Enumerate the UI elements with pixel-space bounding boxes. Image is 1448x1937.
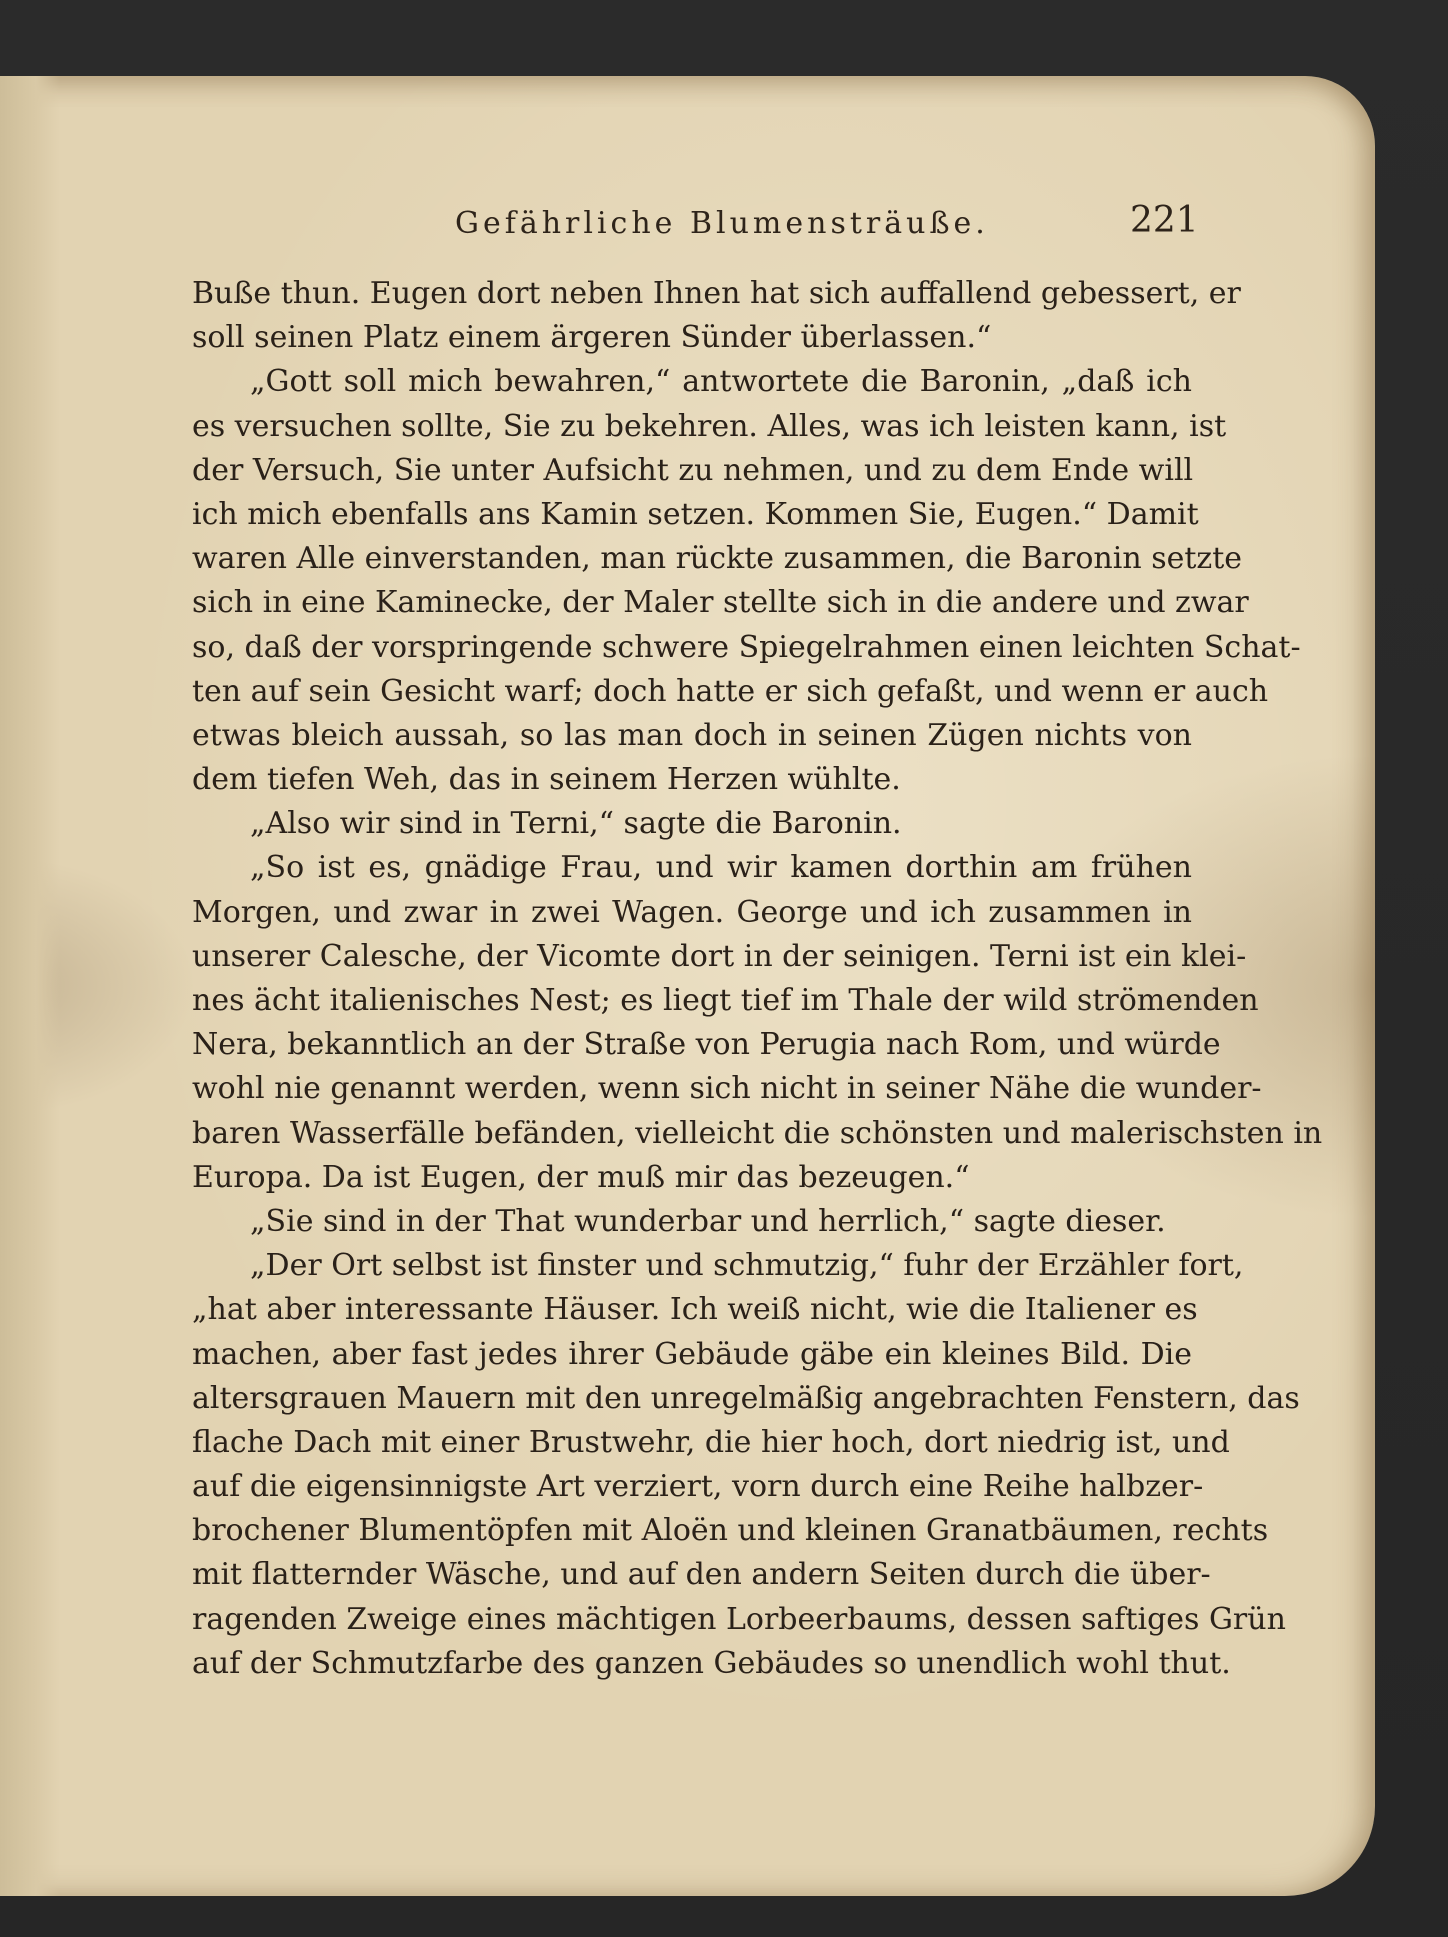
- text-line: „hat aber interessante Häuser. Ich weiß nicht, wie die Italiener es: [192, 1292, 1198, 1328]
- text-line: soll seinen Platz einem ärgeren Sünder überlassen.“: [192, 320, 992, 356]
- text-line: ragenden Zweige eines mächtigen Lorbeerbaums, dessen saftiges Grün: [192, 1601, 1286, 1637]
- text-line: „Der Ort selbst ist finster und schmutzig,“ fuhr der Erzähler fort,: [250, 1248, 1244, 1284]
- text-line: „Also wir sind in Terni,“ sagte die Baronin.: [250, 806, 902, 842]
- text-line: Europa. Da ist Eugen, der muß mir das bezeugen.“: [192, 1159, 970, 1195]
- running-title: Gefährliche Blumensträuße.: [455, 206, 989, 241]
- text-line: es versuchen sollte, Sie zu bekehren. Alles, was ich leisten kann, ist: [192, 408, 1227, 444]
- text-line: der Versuch, Sie unter Aufsicht zu nehmen, und zu dem Ende will: [192, 452, 1194, 488]
- text-line: baren Wasserfälle befänden, vielleicht die schönsten und malerischsten in: [192, 1115, 1323, 1151]
- text-line: brochener Blumentöpfen mit Aloën und kleinen Granatbäumen, rechts: [192, 1513, 1269, 1549]
- text-line: ten auf sein Gesicht warf; doch hatte er sich gefaßt, und wenn er auch: [192, 673, 1269, 709]
- text-line: unserer Calesche, der Vicomte dort in der seinigen. Terni ist ein klei-: [192, 938, 1247, 974]
- text-line: nes ächt italienisches Nest; es liegt tief im Thale der wild strömenden: [192, 983, 1259, 1018]
- text-line: Buße thun. Eugen dort neben Ihnen hat sich auffallend gebessert, er: [192, 276, 1241, 311]
- page-header: [200, 200, 1200, 250]
- text-line: altersgrauen Mauern mit den unregelmäßig angebrachten Fenstern, das: [192, 1380, 1300, 1416]
- text-line: wohl nie genannt werden, wenn sich nicht in seiner Nähe die wunder-: [192, 1071, 1262, 1107]
- text-line: so, daß der vorspringende schwere Spiegelrahmen einen leichten Schat-: [192, 629, 1301, 665]
- text-line: waren Alle einverstanden, man rückte zusammen, die Baronin setzte: [192, 541, 1243, 577]
- text-line: machen, aber fast jedes ihrer Gebäude gäbe ein kleines Bild. Die: [192, 1336, 1192, 1372]
- text-line: Nera, bekanntlich an der Straße von Perugia nach Rom, und würde: [192, 1027, 1221, 1063]
- text-line: sich in eine Kaminecke, der Maler stellte sich in die andere und zwar: [192, 585, 1249, 621]
- text-line: mit flatternder Wäsche, und auf den andern Seiten durch die über-: [192, 1557, 1211, 1593]
- text-line: flache Dach mit einer Brustwehr, die hier hoch, dort niedrig ist, und: [192, 1424, 1230, 1460]
- text-line: ich mich ebenfalls ans Kamin setzen. Kommen Sie, Eugen.“ Damit: [192, 496, 1199, 532]
- page-number: 221: [1130, 200, 1199, 241]
- page-gutter: [0, 76, 60, 1896]
- text-line: „Gott soll mich bewahren,“ antwortete die Baronin, „daß ich: [250, 364, 1192, 400]
- text-line: auf die eigensinnigste Art verziert, vorn durch eine Reihe halbzer-: [192, 1469, 1204, 1505]
- text-line: dem tiefen Weh, das in seinem Herzen wühlte.: [192, 762, 901, 798]
- text-line: „Sie sind in der That wunderbar und herrlich,“ sagte dieser.: [250, 1203, 1166, 1239]
- text-line: Morgen, und zwar in zwei Wagen. George und ich zusammen in: [192, 894, 1192, 930]
- text-line: etwas bleich aussah, so las man doch in seinen Zügen nichts von: [192, 717, 1192, 753]
- text-line: auf der Schmutzfarbe des ganzen Gebäudes so unendlich wohl thut.: [192, 1645, 1231, 1681]
- body-text: [192, 272, 1323, 1686]
- text-line: „So ist es, gnädige Frau, und wir kamen dorthin am frühen: [250, 850, 1192, 886]
